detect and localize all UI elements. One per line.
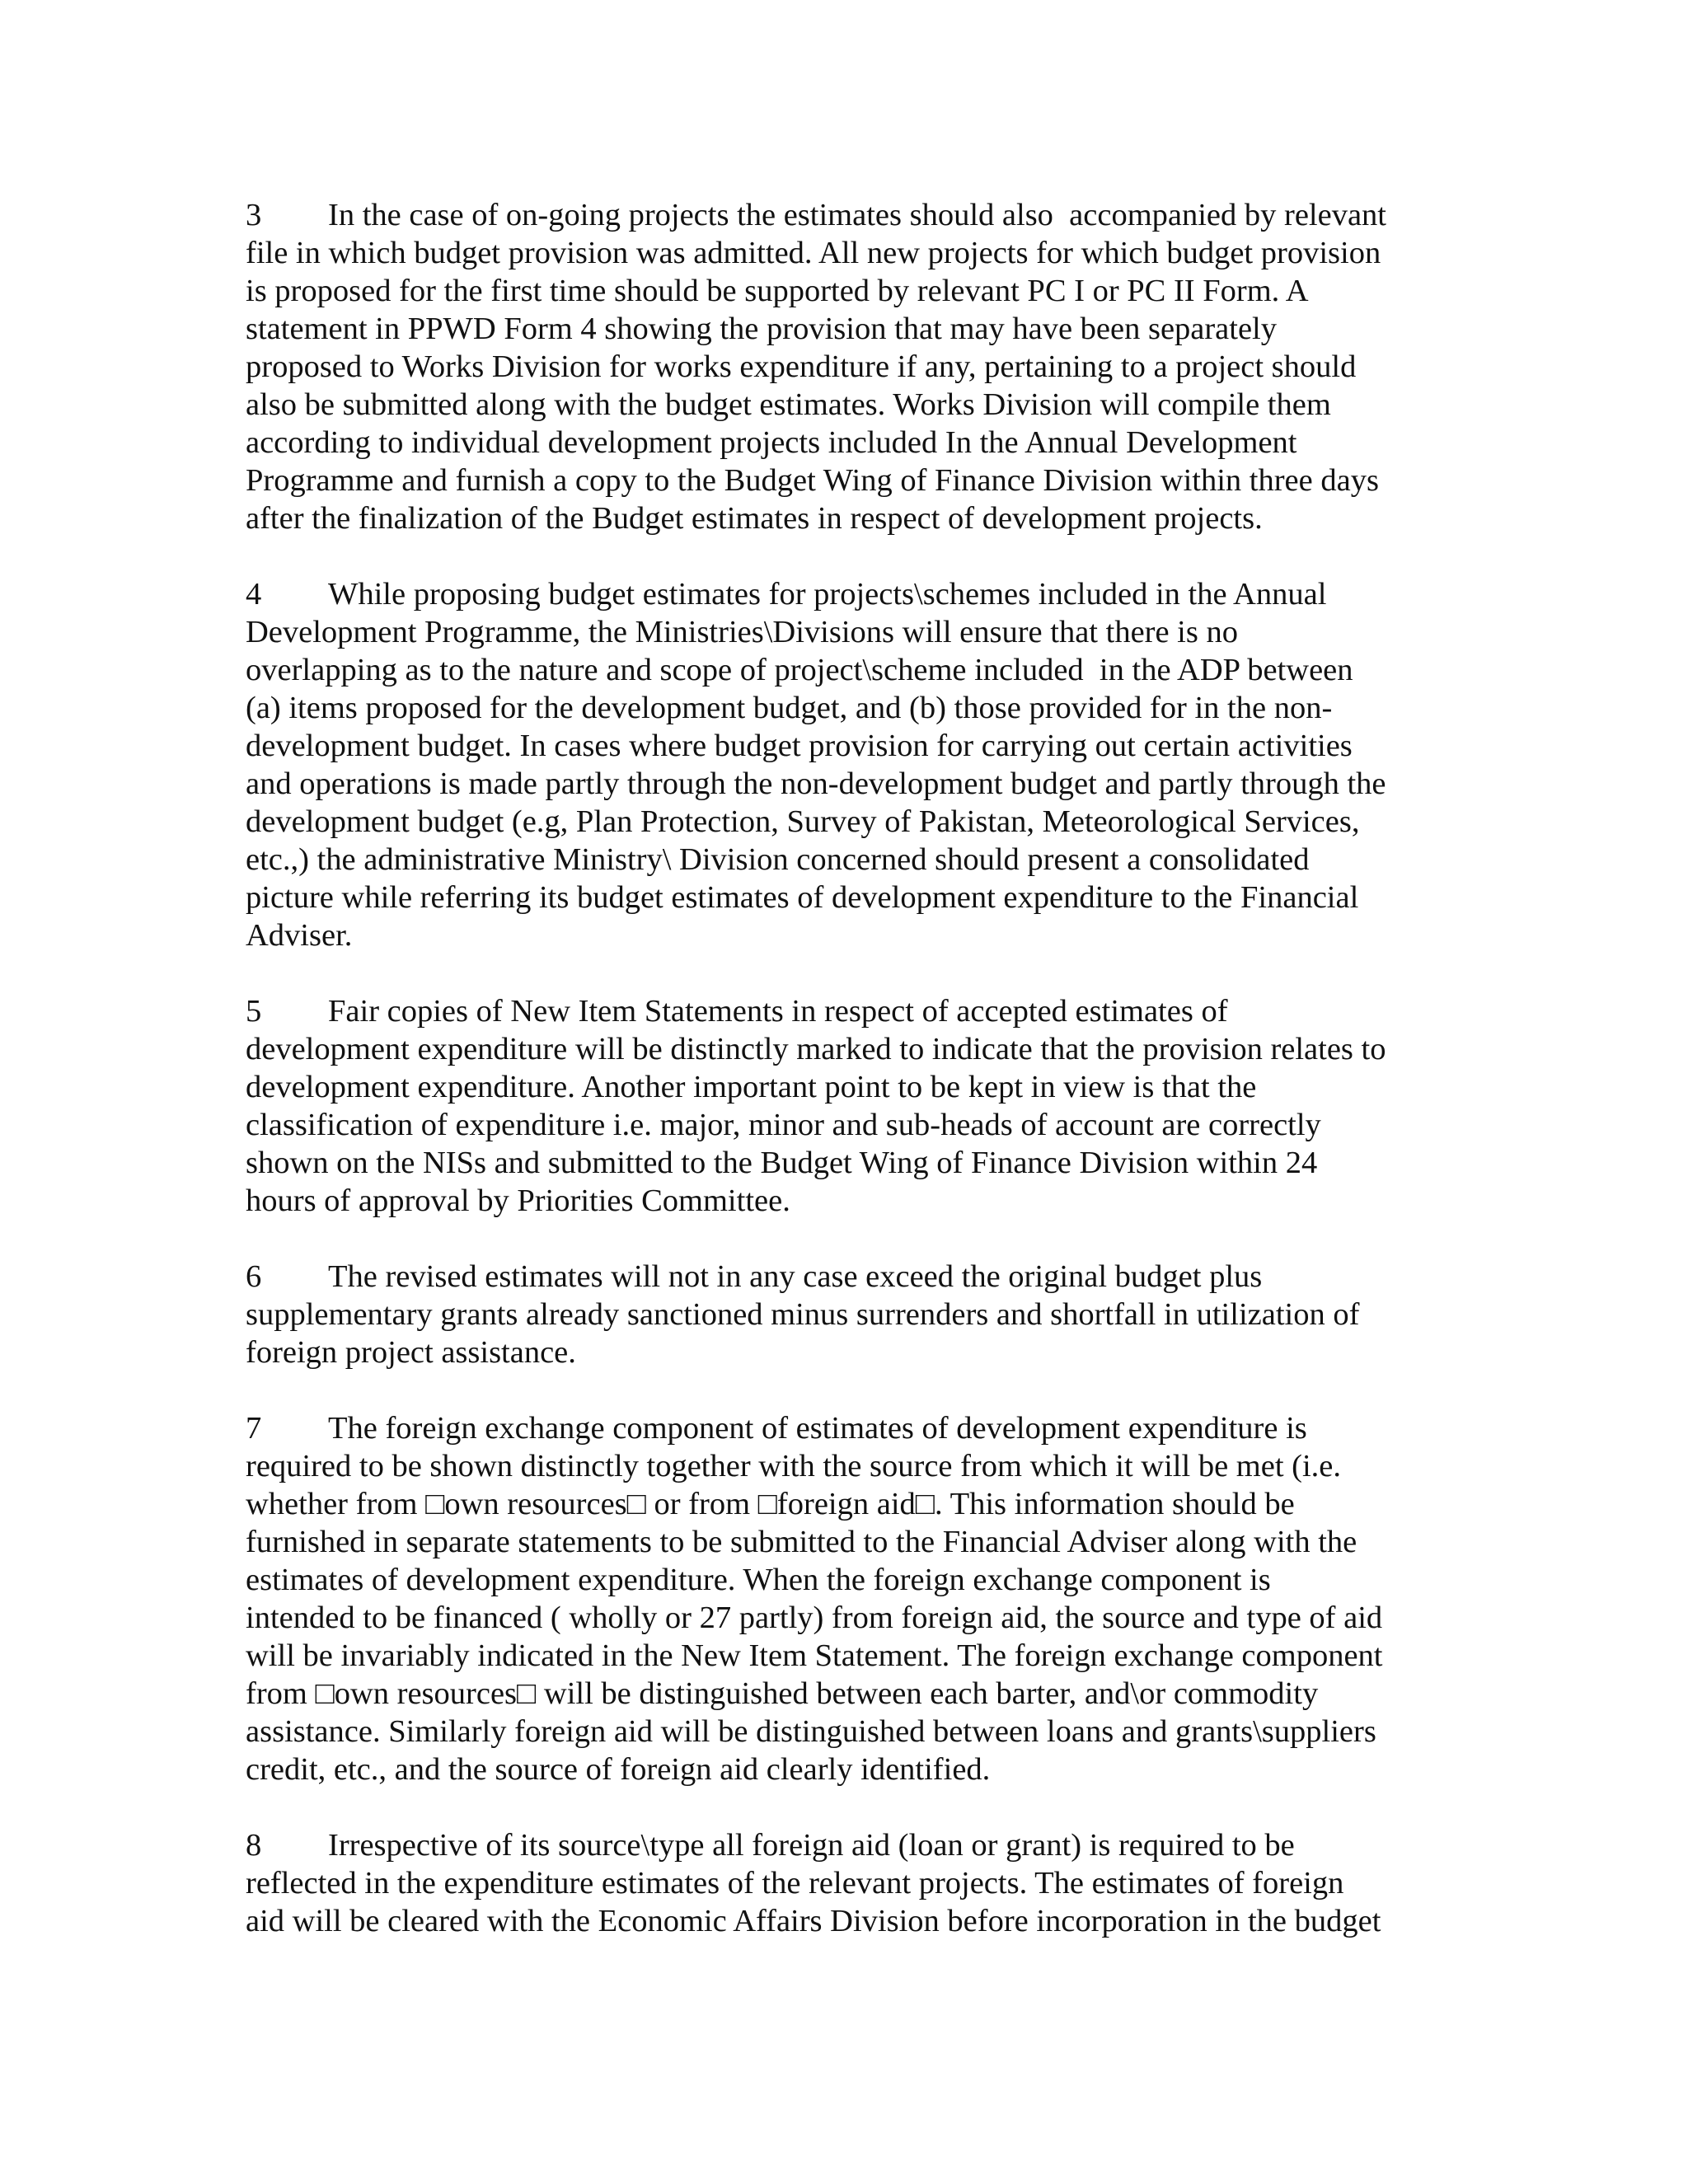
paragraph-line: whether from □own resources□ or from □foreign aid□. This information should be [246,1487,1295,1521]
paragraph-text: The foreign exchange component of estimates of development expenditure is [328,1411,1307,1446]
paragraph-line: development expenditure. Another important point to be kept in view is that the [246,1070,1257,1104]
paragraph-line: development budget (e.g, Plan Protection, Survey of Pakistan, Meteorological Services, [246,804,1360,839]
paragraph-number: 8 [246,1828,262,1863]
paragraph-text: The revised estimates will not in any case exceed the original budget plus [328,1259,1263,1294]
paragraph-line: hours of approval by Priorities Committee. [246,1183,790,1218]
paragraph-4 [246,575,1449,954]
paragraph-line: proposed to Works Division for works expenditure if any, pertaining to a project should [246,349,1357,384]
paragraph-line: overlapping as to the nature and scope of project\scheme included in the ADP between [246,653,1353,687]
paragraph-line: also be submitted along with the budget estimates. Works Division will compile them [246,387,1331,422]
paragraph-line: classification of expenditure i.e. major, minor and sub-heads of account are correctly [246,1108,1321,1142]
paragraph-line [246,575,1449,613]
paragraph-text: In the case of on-going projects the estimates should also accompanied by relevant [328,198,1386,232]
paragraph-line: and operations is made partly through the non-development budget and partly through the [246,766,1386,801]
paragraph-line: Programme and furnish a copy to the Budget Wing of Finance Division within three days [246,463,1379,498]
paragraph-number: 3 [246,198,262,232]
paragraph-line [246,1826,1449,1864]
paragraph-line: shown on the NISs and submitted to the Budget Wing of Finance Division within 24 [246,1146,1318,1180]
paragraph-line: is proposed for the first time should be supported by relevant PC I or PC II Form. A [246,274,1309,308]
paragraph-number: 4 [246,577,262,612]
paragraph-line: credit, etc., and the source of foreign aid clearly identified. [246,1752,991,1787]
paragraph-line: Adviser. [246,918,353,953]
paragraph-line: required to be shown distinctly together with the source from which it will be met (i.e. [246,1449,1342,1483]
paragraph-line: intended to be financed ( wholly or 27 partly) from foreign aid, the source and type of aid [246,1601,1383,1635]
paragraph-line: estimates of development expenditure. When the foreign exchange component is [246,1563,1271,1597]
paragraph-line: aid will be cleared with the Economic Affairs Division before incorporation in the budget [246,1904,1381,1938]
paragraph-line: according to individual development projects included In the Annual Development [246,425,1297,460]
paragraph-line: from □own resources□ will be distinguished between each barter, and\or commodity [246,1676,1319,1711]
paragraph-5 [246,992,1449,1220]
paragraph-text: While proposing budget estimates for projects\schemes included in the Annual [328,577,1327,612]
document-body [246,196,1449,1978]
paragraph-number: 6 [246,1259,262,1294]
paragraph-number: 5 [246,994,262,1029]
paragraph-number: 7 [246,1411,262,1446]
paragraph-8 [246,1826,1449,1940]
paragraph-line: Development Programme, the Ministries\Divisions will ensure that there is no [246,615,1238,649]
paragraph-text: Irrespective of its source\type all foreign aid (loan or grant) is required to be [328,1828,1295,1863]
paragraph-line: furnished in separate statements to be submitted to the Financial Adviser along with the [246,1525,1357,1559]
paragraph-line: development expenditure will be distinctly marked to indicate that the provision relates to [246,1032,1386,1066]
paragraph-line: reflected in the expenditure estimates of the relevant projects. The estimates of foreign [246,1866,1344,1900]
paragraph-line: (a) items proposed for the development budget, and (b) those provided for in the non- [246,691,1333,725]
paragraph-7 [246,1409,1449,1788]
paragraph-line: will be invariably indicated in the New Item Statement. The foreign exchange component [246,1638,1383,1673]
paragraph-line: after the finalization of the Budget estimates in respect of development projects. [246,501,1263,536]
paragraph-text: Fair copies of New Item Statements in respect of accepted estimates of [328,994,1228,1029]
paragraph-line: etc.,) the administrative Ministry\ Division concerned should present a consolidated [246,842,1310,877]
paragraph-line: development budget. In cases where budget provision for carrying out certain activities [246,729,1353,763]
paragraph-line: picture while referring its budget estimates of development expenditure to the Financial [246,880,1359,915]
paragraph-line [246,1258,1449,1296]
paragraph-line [246,196,1449,234]
paragraph-line [246,1409,1449,1447]
paragraph-6 [246,1258,1449,1371]
paragraph-line [246,992,1449,1030]
paragraph-line: supplementary grants already sanctioned minus surrenders and shortfall in utilization of [246,1297,1360,1332]
paragraph-line: foreign project assistance. [246,1335,576,1370]
paragraph-line: file in which budget provision was admitted. All new projects for which budget provision [246,236,1381,270]
paragraph-3 [246,196,1449,537]
paragraph-line: assistance. Similarly foreign aid will be distinguished between loans and grants\suppliers [246,1714,1376,1749]
paragraph-line: statement in PPWD Form 4 showing the provision that may have been separately [246,312,1278,346]
